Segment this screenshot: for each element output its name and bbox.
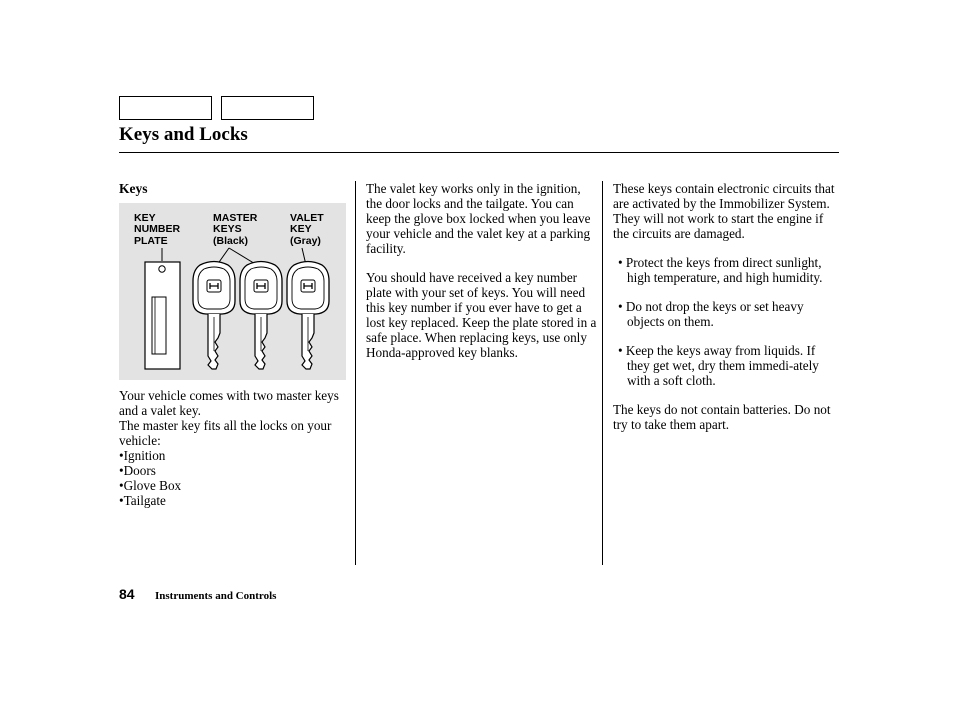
column-1-body xyxy=(119,388,347,508)
section-name: Instruments and Controls xyxy=(155,590,277,602)
lock-item-glove-box: •Glove Box xyxy=(119,478,182,493)
lock-item-ignition: •Ignition xyxy=(119,448,166,463)
bullet-protect-keys: • Protect the keys from direct sunlight, high temperature, and high humidity. xyxy=(618,255,823,285)
label-key-number-plate-line-1: KEY xyxy=(134,212,156,224)
batteries-paragraph: The keys do not contain batteries. Do not try to take them apart. xyxy=(613,402,831,432)
label-valet-key-line-2: KEY xyxy=(290,223,312,235)
column-divider-1 xyxy=(355,181,356,565)
column-3 xyxy=(613,181,839,432)
intro-paragraph-2: The master key fits all the locks on your vehicle: xyxy=(119,418,332,448)
immobilizer-paragraph: These keys contain electronic circuits that are activated by the Immobilizer System. They will not work to start the engine if the circuits are damaged. xyxy=(613,181,835,241)
header-tab-box-2 xyxy=(221,96,314,120)
label-master-keys-line-1: MASTER xyxy=(213,212,258,224)
label-valet-key-line-1: VALET xyxy=(290,212,324,224)
keys-illustration-svg xyxy=(119,203,346,380)
lock-item-tailgate: •Tailgate xyxy=(119,493,166,508)
label-valet-key-line-3: (Gray) xyxy=(290,235,321,247)
label-key-number-plate-line-3: PLATE xyxy=(134,235,168,247)
page-title: Keys and Locks xyxy=(119,124,248,145)
intro-paragraph-1: Your vehicle comes with two master keys and a valet key. xyxy=(119,388,339,418)
keys-subheading: Keys xyxy=(119,181,148,196)
bullet-do-not-drop: • Do not drop the keys or set heavy objects on them. xyxy=(618,299,804,329)
master-key-black-2 xyxy=(240,262,282,370)
column-1 xyxy=(119,181,347,196)
column-divider-2 xyxy=(602,181,603,565)
lock-item-doors: •Doors xyxy=(119,463,156,478)
master-key-black-1 xyxy=(193,262,235,370)
label-master-keys-line-3: (Black) xyxy=(213,235,249,247)
key-number-plate-paragraph: You should have received a key number plate with your set of keys. You will need this key number if you ever have to get a lost key replaced. Keep the plate stored in a safe place. When replacing keys, use only Honda-approved key blanks. xyxy=(366,270,597,360)
header-tab-box-1 xyxy=(119,96,212,120)
valet-key-paragraph: The valet key works only in the ignition, the door locks and the tailgate. You can keep the glove box locked when you leave your vehicle and the valet key at a parking facility. xyxy=(366,181,591,256)
page-number: 84 xyxy=(119,586,135,602)
leader-lines xyxy=(162,248,306,265)
bullet-keep-away-liquids: • Keep the keys away from liquids. If they get wet, dry them immedi-ately with a soft cloth. xyxy=(618,343,819,388)
key-number-plate xyxy=(145,262,180,369)
label-key-number-plate-line-2: NUMBER xyxy=(134,223,181,235)
column-2 xyxy=(366,181,598,360)
valet-key-gray xyxy=(287,262,329,370)
label-master-keys-line-2: KEYS xyxy=(213,223,242,235)
title-rule xyxy=(119,152,839,153)
keys-illustration xyxy=(119,203,346,380)
